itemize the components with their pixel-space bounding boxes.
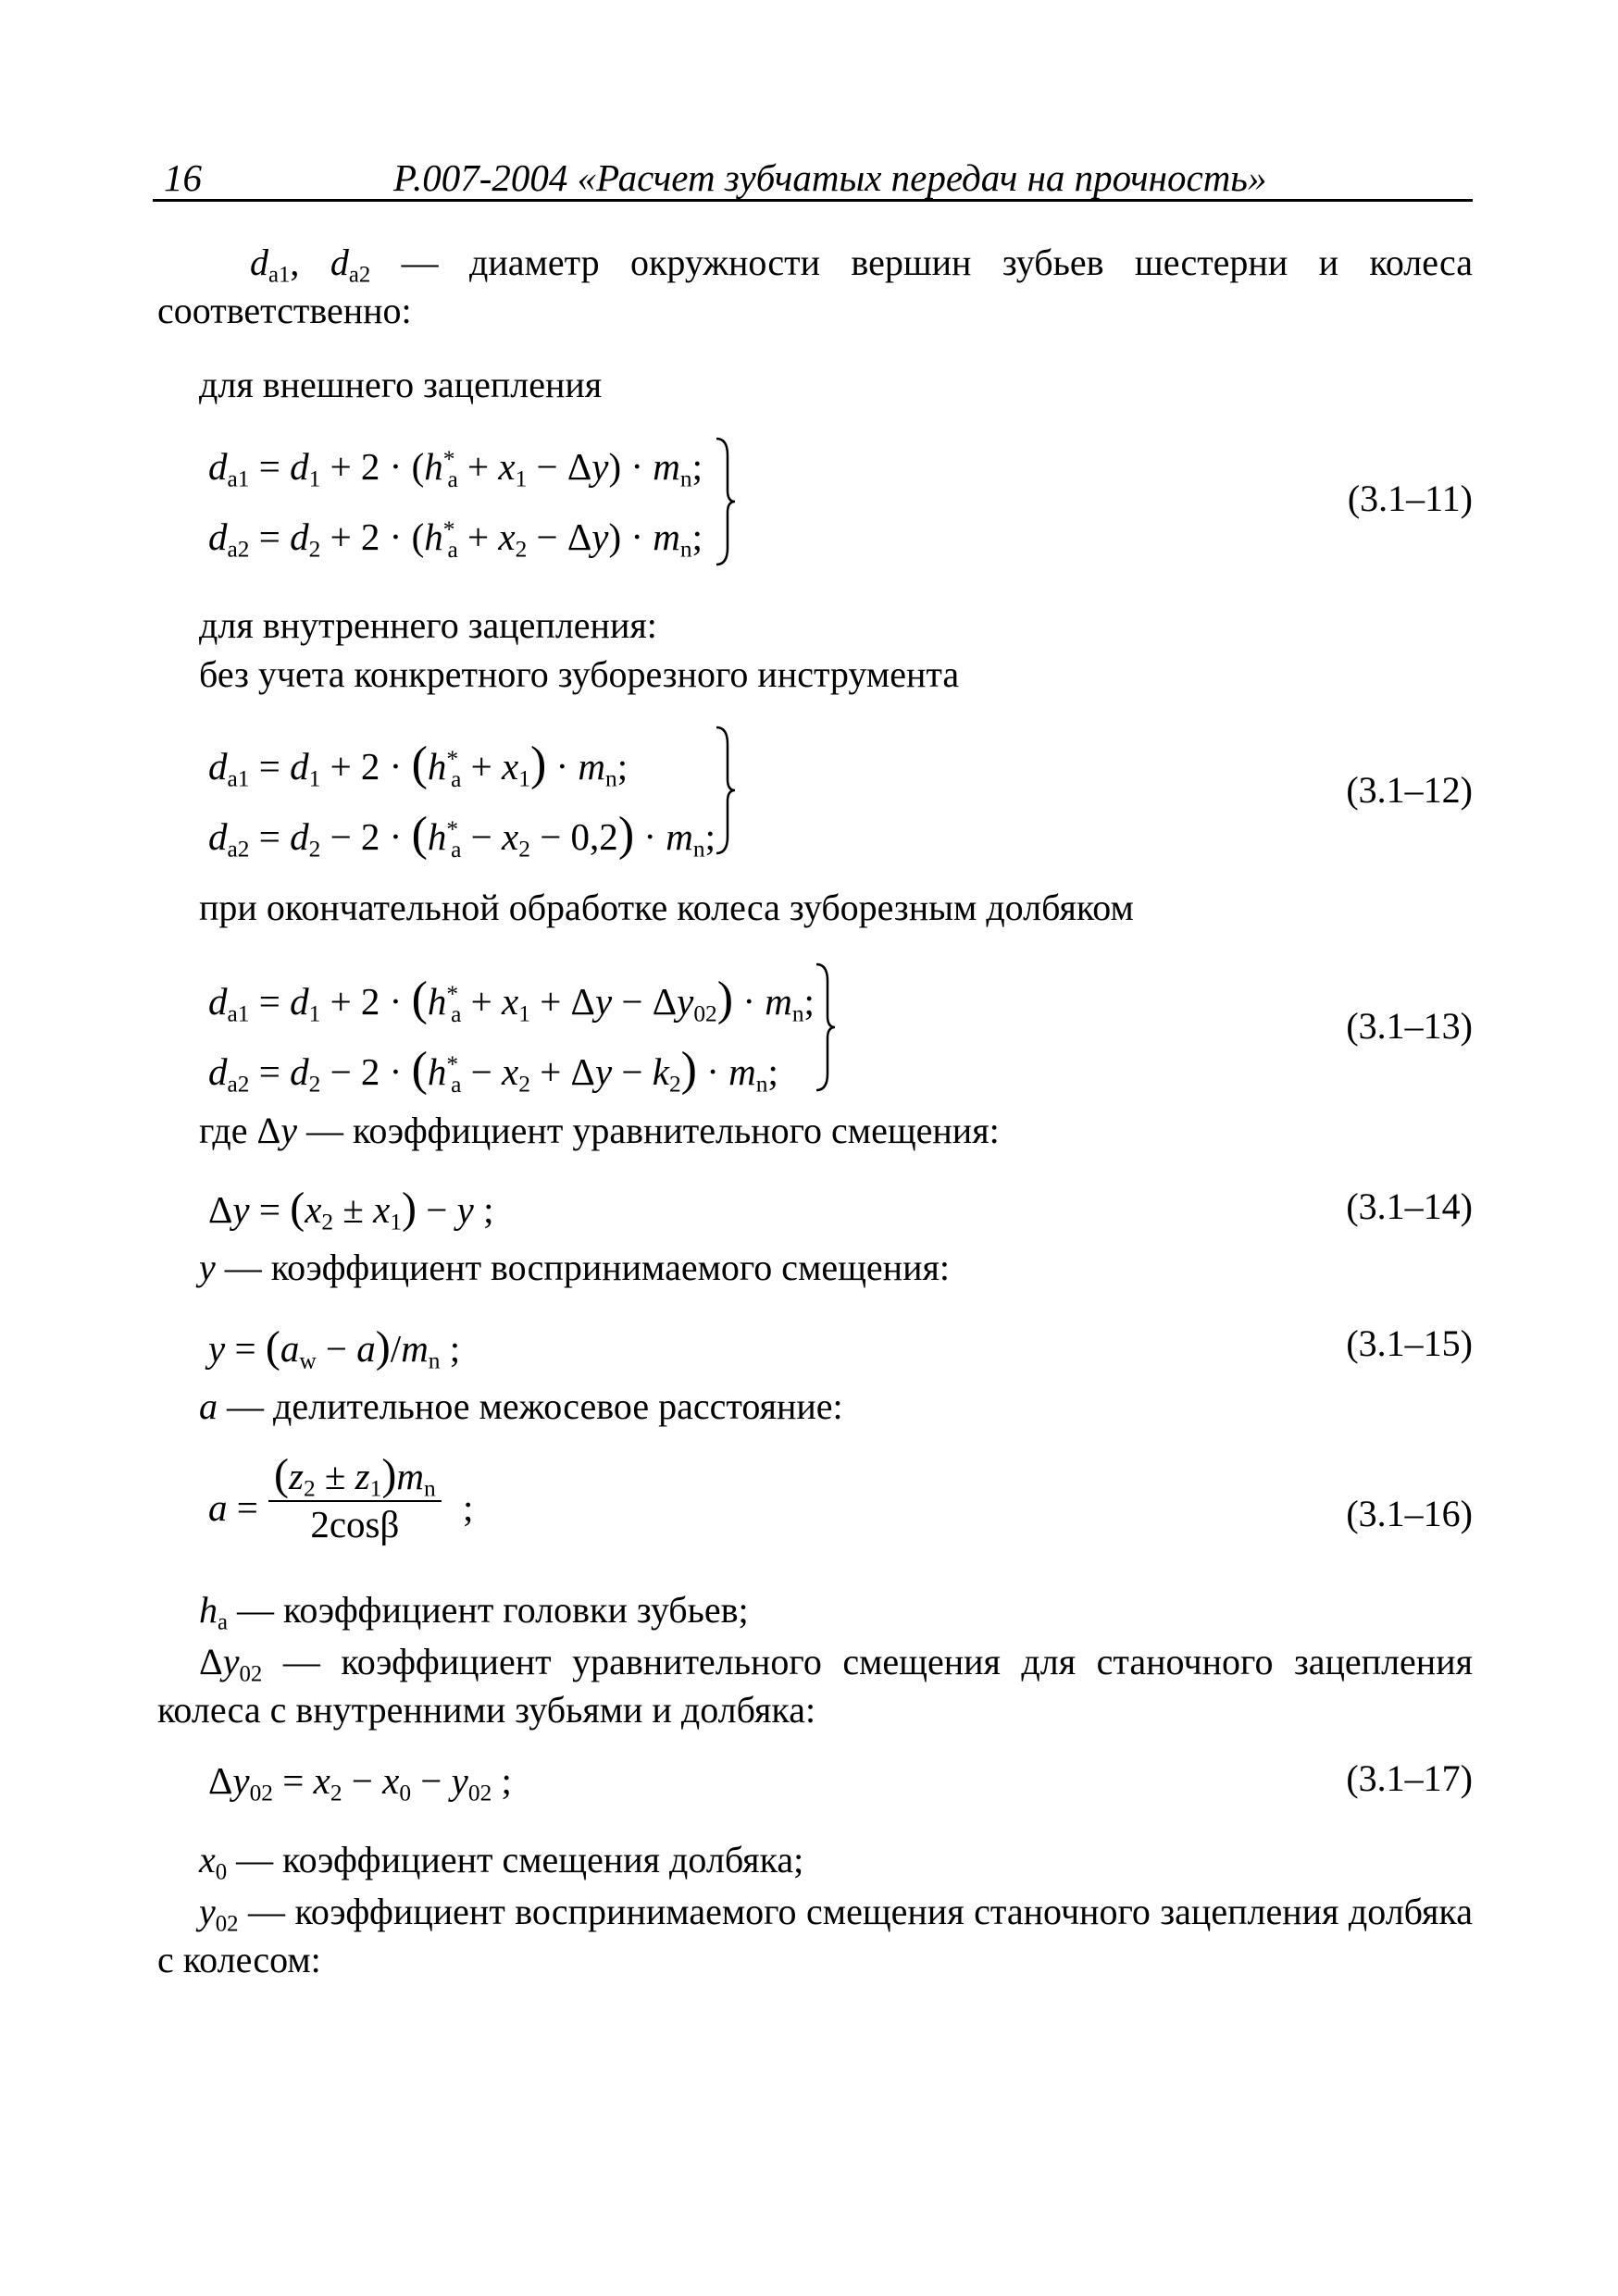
- eq-16-semicolon: ;: [463, 1486, 474, 1529]
- eq-16-lhs: a =: [208, 1486, 258, 1529]
- dy02-definition: $\Delta y_{02}$ — коэффициент уравнительного смещения для станочного зацепления колеса с внутренними зубьями и долбяка:: [157, 1641, 1473, 1731]
- eq-13-number: (3.1–13): [1346, 1005, 1473, 1047]
- y02-definition: $y_{02}$ — коэффициент воспринимаемого смещения станочного зацепления долбяка с колесом:: [157, 1891, 1474, 1980]
- eq-13-line-2: $d_{a2} = d_2 - 2 \cdot (h^*_a - x_2 + \Delta y - k_2) \cdot m_n$;: [208, 1043, 778, 1098]
- running-title: Р.007-2004 «Расчет зубчатых передач на прочность»: [393, 156, 1267, 199]
- header-rule: [153, 199, 1473, 202]
- ext-mesh-label: для внешнего зацепления: [199, 364, 603, 405]
- final-processing-label: при окончательной обработке колеса зуборезным долбяком: [199, 887, 1134, 928]
- x0-definition: $x_0$ — коэффициент смещения долбяка;: [199, 1839, 804, 1885]
- without-tool-label: без учета конкретного зуборезного инструмента: [199, 653, 960, 695]
- eq-13-line-1: $d_{a1} = d_1 + 2 \cdot (h^*_a + x_1 + \Delta y - \Delta y_{02}) \cdot m_n$;: [208, 973, 815, 1027]
- eq-16-numerator: $(z_2 \pm z_1)m_n$: [268, 1449, 442, 1502]
- eq-11-line-2: $d_{a2} = d_2 + 2 \cdot (h^*_a + x_2 - \Delta y) \cdot m_n$;: [208, 515, 703, 563]
- eq-11-brace: [715, 437, 737, 566]
- eq-17-number: (3.1–17): [1346, 1757, 1473, 1799]
- def-da-paragraph: $d_{a1}$, $d_{a2}$ — диаметр окружности вершин зубьев шестерни и колеса соответственно:: [157, 242, 1474, 331]
- eq-16-fraction: [268, 1449, 442, 1546]
- eq-15: $y = (a_w - a)/m_n$ ;: [208, 1322, 461, 1374]
- eq-16-denominator: 2cosβ: [310, 1503, 400, 1545]
- eq-11-number: (3.1–11): [1347, 478, 1473, 519]
- int-mesh-label: для внутреннего зацепления:: [199, 604, 657, 646]
- page-number: 16: [164, 156, 202, 199]
- eq-17: $\Delta y_{02} = x_2 - x_0 - y_{02}$ ;: [208, 1759, 512, 1806]
- eq-12-line-1: $d_{a1} = d_1 + 2 \cdot (h^*_a + x_1) \cdot m_n$;: [208, 738, 629, 792]
- where-dy-definition: где Δy — коэффициент уравнительного смещения:: [199, 1110, 1000, 1151]
- eq-12-number: (3.1–12): [1346, 769, 1473, 811]
- eq-15-number: (3.1–15): [1346, 1322, 1473, 1364]
- y-definition: y — коэффициент воспринимаемого смещения:: [199, 1247, 951, 1288]
- eq-12-line-2: $d_{a2} = d_2 - 2 \cdot (h^*_a - x_2 - 0,2) \cdot m_n$;: [208, 808, 716, 863]
- a-definition: a — делительное межосевое расстояние:: [199, 1385, 843, 1427]
- eq-12-brace: [715, 726, 737, 855]
- eq-14: $\Delta y = (x_2 \pm x_1) - y$ ;: [208, 1184, 494, 1235]
- eq-13-brace: [815, 962, 837, 1092]
- eq-16-number: (3.1–16): [1346, 1493, 1473, 1534]
- ha-definition: $h_a$ — коэффициент головки зубьев;: [199, 1589, 749, 1635]
- eq-11-line-1: $d_{a1} = d_1 + 2 \cdot (h^*_a + x_1 - \Delta y) \cdot m_n$;: [208, 445, 703, 492]
- eq-14-number: (3.1–14): [1346, 1185, 1473, 1227]
